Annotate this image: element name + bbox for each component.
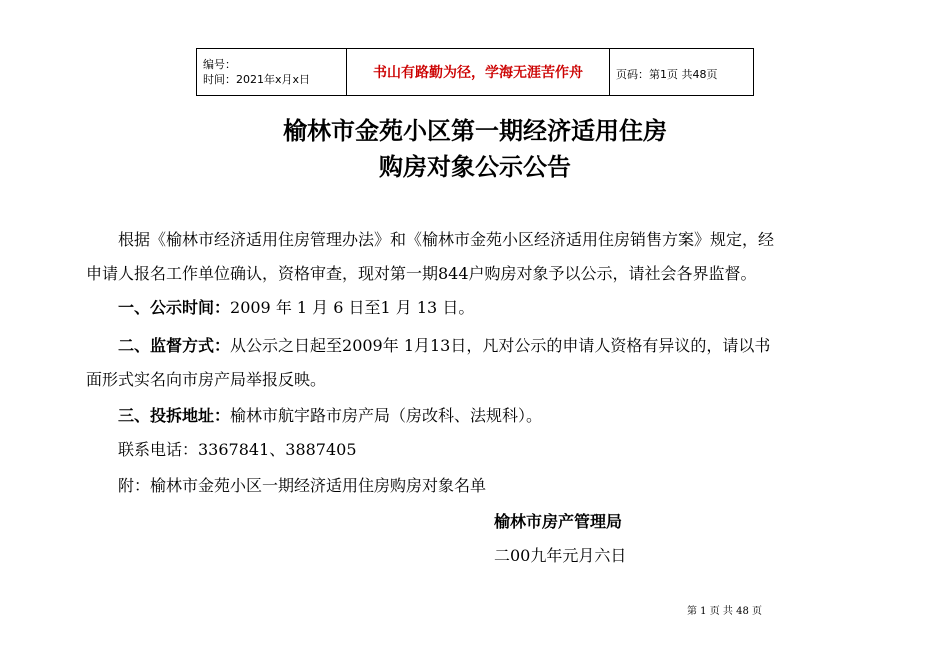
item-supervision-method-text: 从公示之日起至2009年 1月13日，凡对公示的申请人资格有异议的，请以书 [230, 336, 771, 355]
item-publicity-time-text: 2009 年 1 月 6 日至1 月 13 日。 [230, 298, 475, 317]
header-table [196, 48, 754, 96]
intro-paragraph-line2: 申请人报名工作单位确认，资格审查，现对第一期844户购房对象予以公示，请社会各界监督。 [86, 264, 757, 283]
item-complaint-address [118, 406, 542, 426]
header-left-cell [197, 49, 347, 96]
attachment-note: 附：榆林市金苑小区一期经济适用住房购房对象名单 [118, 476, 487, 495]
page-title-line2: 购房对象公示公告 [379, 152, 571, 181]
item-supervision-method-label: 二、监督方式： [118, 336, 231, 355]
motto-text: 书山有路勤为径，学海无涯苦作舟 [373, 65, 583, 81]
intro-paragraph-line1: 根据《榆林市经济适用住房管理办法》和《榆林市金苑小区经济适用住房销售方案》规定，经 [118, 230, 775, 249]
item-publicity-time [118, 298, 474, 318]
page-title-line1: 榆林市金苑小区第一期经济适用住房 [283, 116, 667, 145]
item-complaint-address-label: 三、投拆地址： [118, 406, 231, 425]
contact-phone: 联系电话：3367841、3887405 [118, 440, 357, 459]
item-supervision-method-continued: 面形式实名向市房产局举报反映。 [86, 370, 327, 389]
item-complaint-address-text: 榆林市航宇路市房产局（房改科、法规科）。 [230, 406, 543, 425]
document-number-label: 编号： [203, 58, 236, 71]
signature-organization: 榆林市房产管理局 [494, 512, 623, 531]
document-time-label: 时间：2021年x月x日 [203, 73, 311, 86]
header-page-cell [610, 49, 754, 96]
item-supervision-method [118, 336, 770, 356]
footer-page-number: 第 1 页 共 48 页 [687, 606, 762, 617]
header-motto-cell [347, 49, 610, 96]
page-number-label: 页码：第1页 共48页 [616, 67, 718, 81]
item-publicity-time-label: 一、公示时间： [118, 298, 231, 317]
signature-date: 二00九年元月六日 [494, 546, 627, 565]
